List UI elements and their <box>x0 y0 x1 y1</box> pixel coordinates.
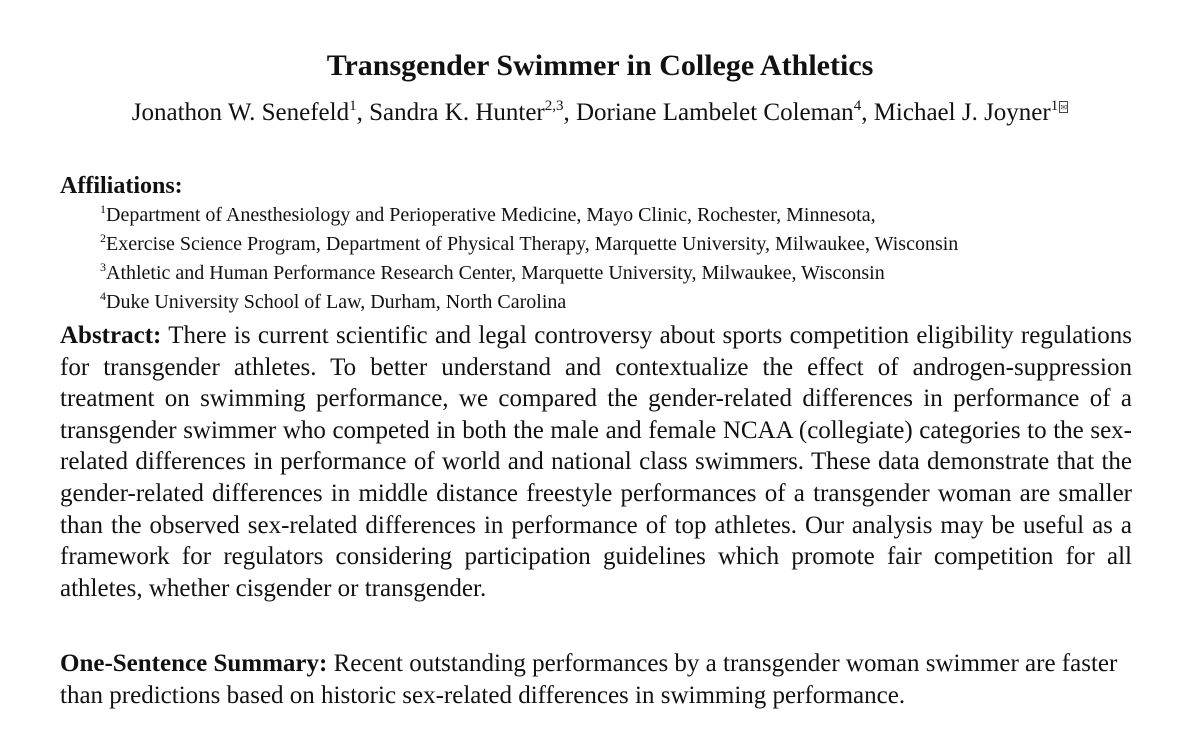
affiliation-marker: 1 <box>100 202 106 216</box>
affiliation-marker: 3 <box>100 260 106 274</box>
author-name: Sandra K. Hunter <box>369 99 545 126</box>
abstract-text: There is current scientific and legal controversy about sports competition eligibility regulations for transgender athletes. To better understand and contextualize the effect of androgen-suppression treatment on swimming performance, we compared the gender-related differences in performance of a transgender swimmer who competed in both the male and female NCAA (collegiate) categories to the sex-related differences in performance of world and national class swimmers. These data demonstrate that the gender-related differences in middle distance freestyle performances of a transgender woman are smaller than the observed sex-related differences in performance of top athletes. Our analysis may be useful as a framework for regulators considering participation guidelines which promote fair competition for all athletes, whether cisgender or transgender. <box>60 322 1132 602</box>
author-affiliation-marker: 4 <box>853 98 862 114</box>
affiliations-heading: Affiliations: <box>60 173 183 199</box>
affiliation-item <box>100 260 958 289</box>
affiliation-text: Exercise Science Program, Department of Physical Therapy, Marquette University, Milwaukee, Wisconsin <box>106 233 959 255</box>
affiliation-text: Department of Anesthesiology and Perioperative Medicine, Mayo Clinic, Rochester, Minnesota, <box>106 204 876 226</box>
email-icon: ✉ <box>1060 103 1068 112</box>
author-list <box>0 95 1200 134</box>
abstract-label: Abstract: <box>60 322 162 349</box>
affiliation-text: Duke University School of Law, Durham, North Carolina <box>106 291 567 313</box>
summary-text: Recent outstanding performances by a transgender woman swimmer are faster than predictions based on historic sex-related differences in swimming performance. <box>60 650 1118 709</box>
author-affiliation-marker: 2,3 <box>544 98 564 114</box>
author-name: Jonathon W. Senefeld <box>131 99 350 126</box>
author-name: Michael J. Joyner <box>873 99 1051 126</box>
author-name: Doriane Lambelet Coleman <box>576 99 854 126</box>
author-separator: , <box>356 99 370 126</box>
affiliation-marker: 4 <box>100 289 106 303</box>
summary-label: One-Sentence Summary: <box>60 650 328 677</box>
affiliation-item <box>100 289 958 318</box>
affiliation-marker: 2 <box>100 231 106 245</box>
affiliation-item <box>100 202 958 231</box>
affiliations-list <box>100 202 958 318</box>
summary-paragraph <box>60 648 1132 712</box>
author-separator: , <box>563 99 576 126</box>
author-affiliation-marker: 1 <box>1050 98 1059 114</box>
author-separator: , <box>861 99 874 126</box>
author-affiliation-marker: 1 <box>349 98 357 114</box>
abstract-paragraph <box>60 320 1132 604</box>
affiliation-text: Athletic and Human Performance Research Center, Marquette University, Milwaukee, Wisconsin <box>106 262 885 284</box>
paper-title: Transgender Swimmer in College Athletics <box>326 49 874 82</box>
affiliation-item <box>100 231 958 260</box>
